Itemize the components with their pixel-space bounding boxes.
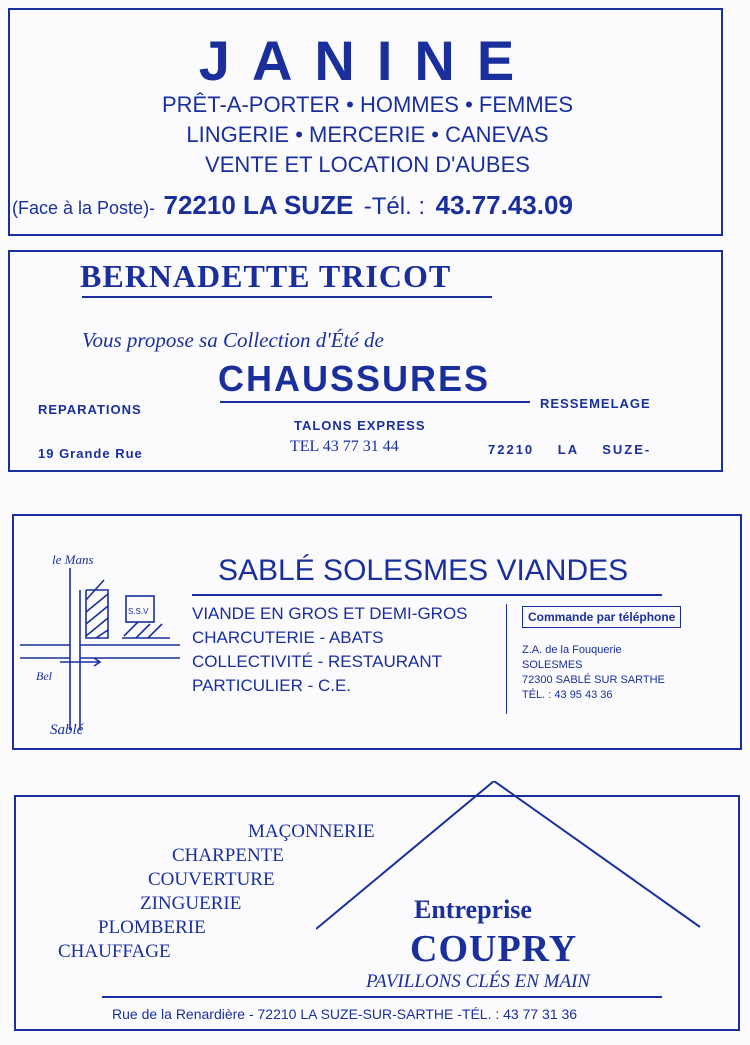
tricot-tel: TEL 43 77 31 44 bbox=[290, 438, 399, 455]
map-label-top: le Mans bbox=[52, 552, 94, 567]
janine-title: JANINE bbox=[198, 29, 537, 92]
coupry-address: Rue de la Renardière - 72210 LA SUZE-SUR-SARTHE -TÉL. : 43 77 31 36 bbox=[112, 1006, 578, 1022]
viandes-title: SABLÉ SOLESMES VIANDES bbox=[218, 554, 629, 587]
viandes-address-2: SOLESMES bbox=[522, 659, 583, 671]
tricot-resole: RESSEMELAGE bbox=[540, 396, 651, 411]
ad-tricot bbox=[8, 250, 723, 472]
trade-5: PLOMBERIE bbox=[98, 917, 206, 938]
janine-line-3: VENTE ET LOCATION D'AUBES bbox=[205, 152, 530, 177]
coupry-tagline: PAVILLONS CLÉS EN MAIN bbox=[366, 971, 591, 992]
trade-3: COUVERTURE bbox=[148, 869, 275, 890]
tricot-city: 72210 LA SUZE- bbox=[488, 442, 652, 457]
trade-6: CHAUFFAGE bbox=[58, 941, 171, 962]
viandes-order-badge: Commande par téléphone bbox=[522, 606, 681, 628]
trade-2: CHARPENTE bbox=[172, 845, 284, 866]
trade-4: ZINGUERIE bbox=[140, 893, 242, 914]
janine-line-1: PRÊT-A-PORTER • HOMMES • FEMMES bbox=[161, 92, 574, 117]
janine-tel-label: -Tél. : bbox=[363, 193, 426, 220]
viandes-title-underline bbox=[192, 594, 662, 596]
ad-coupry bbox=[14, 795, 740, 1031]
tricot-product-underline bbox=[220, 401, 530, 403]
janine-address-city: 72210 LA SUZE bbox=[163, 190, 354, 220]
tricot-repairs: REPARATIONS bbox=[38, 402, 142, 417]
location-map bbox=[20, 550, 180, 738]
viandes-divider bbox=[506, 604, 507, 714]
map-label-bottom: Sablé bbox=[50, 722, 84, 738]
coupry-underline bbox=[102, 996, 662, 998]
ad-janine bbox=[8, 8, 723, 236]
viandes-service-3: COLLECTIVITÉ - RESTAURANT bbox=[192, 652, 442, 671]
coupry-name: COUPRY bbox=[410, 928, 578, 970]
viandes-service-2: CHARCUTERIE - ABATS bbox=[192, 628, 384, 647]
trade-1: MAÇONNERIE bbox=[248, 821, 375, 842]
viandes-address-1: Z.A. de la Fouquerie bbox=[522, 644, 622, 656]
viandes-service-1: VIANDE EN GROS ET DEMI-GROS bbox=[192, 604, 468, 623]
map-label-left: Bel bbox=[36, 669, 52, 683]
tricot-title-underline bbox=[82, 296, 492, 298]
tricot-express: TALONS EXPRESS bbox=[294, 418, 426, 433]
tricot-title: BERNADETTE TRICOT bbox=[80, 258, 452, 294]
viandes-service-4: PARTICULIER - C.E. bbox=[192, 676, 352, 695]
tricot-tagline: Vous propose sa Collection d'Été de bbox=[82, 328, 384, 352]
viandes-address-3: 72300 SABLÉ SUR SARTHE bbox=[522, 674, 665, 686]
janine-tel: 43.77.43.09 bbox=[435, 190, 573, 220]
tricot-product: CHAUSSURES bbox=[218, 358, 491, 399]
tricot-address: 19 Grande Rue bbox=[38, 446, 143, 461]
map-label-ssv: S.S.V bbox=[128, 607, 149, 616]
janine-line-2: LINGERIE • MERCERIE • CANEVAS bbox=[186, 122, 549, 147]
janine-address bbox=[12, 190, 573, 221]
viandes-address-4: TÉL. : 43 95 43 36 bbox=[522, 689, 613, 701]
coupry-entreprise: Entreprise bbox=[414, 895, 532, 924]
ad-viandes bbox=[12, 514, 742, 750]
janine-address-prefix: (Face à la Poste)- bbox=[12, 198, 156, 218]
